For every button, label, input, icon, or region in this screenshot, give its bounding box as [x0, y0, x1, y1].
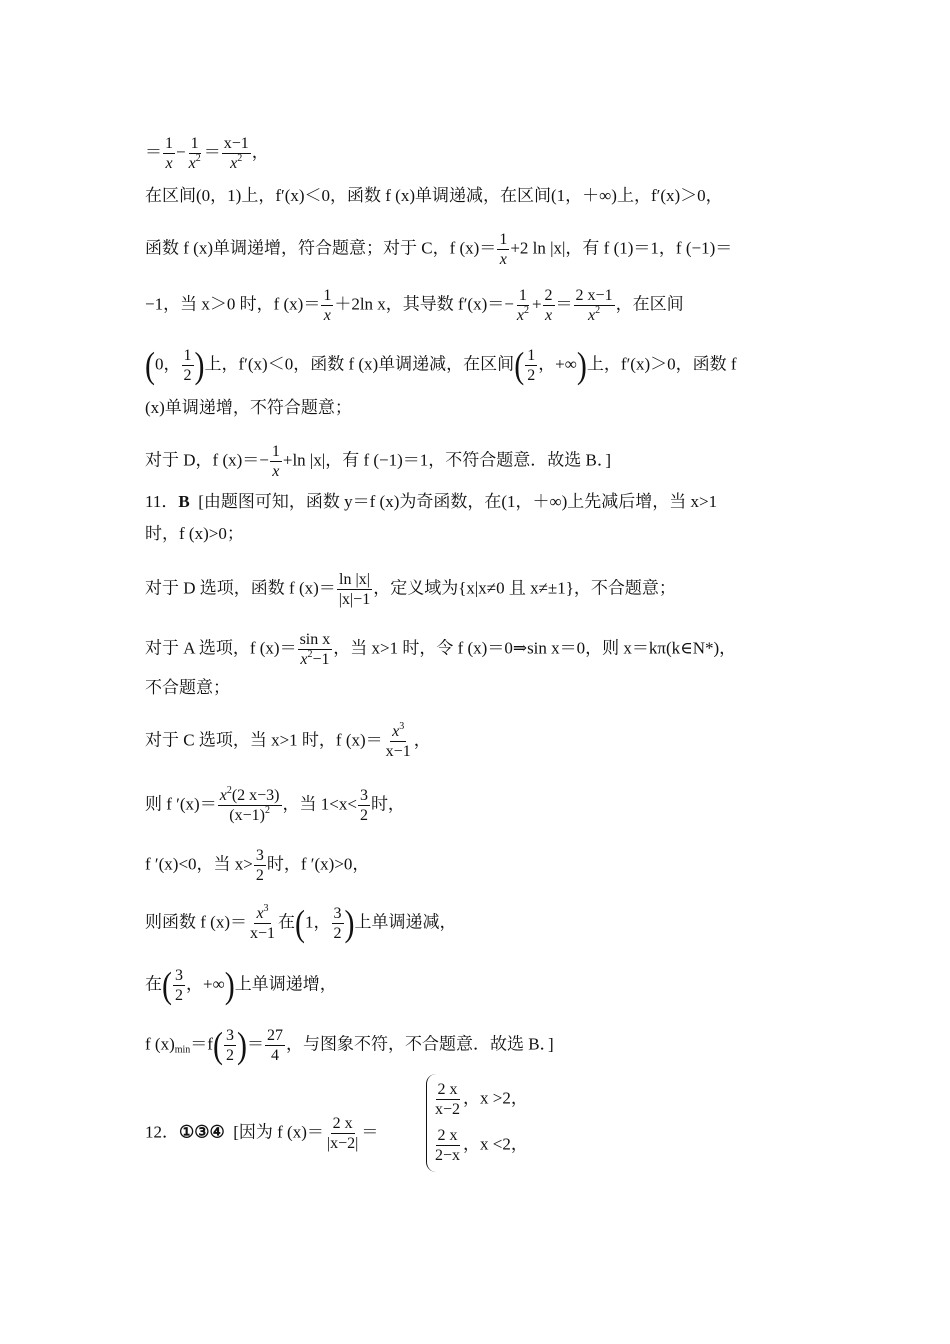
piece-1: $\frac{2 x}{x-2}$ ，x >2， [435, 1081, 528, 1118]
line-04: −1，当 x＞0 时，f (x)＝ $\frac{1}{x}$ ＋2ln x，其导数 f′(x)＝− $\frac{1}{x^2}$ + $\frac{2}{x}$ ＝ $\frac{2 x-1}{x^2}$ ，在区间 [145, 287, 684, 324]
line-01: ＝ $\frac{1}{x}$ − $\frac{1}{x^2}$ ＝ $\frac{x-1}{x^2}$ ， [145, 135, 269, 172]
line-12: 不合题意； [145, 678, 230, 697]
line-17: 在( $\frac{3}{2}$ ，+∞)上单调递增， [145, 964, 337, 1006]
line-03: 函数 f (x)单调递增，符合题意；对于 C，f (x)＝ $\frac{1}{x}$ +2 ln |x|，有 f (1)＝1，f (−1)＝ [145, 231, 733, 268]
line-05: (0， $\frac{1}{2}$ )上，f′(x)＜0，函数 f (x)单调递减，在区间( $\frac{1}{2}$ ，+∞)上，f′(x)＞0，函数 f [145, 344, 737, 386]
line-06: (x)单调递增，不符合题意； [145, 398, 352, 417]
line-14: 则 f ′(x)＝ $\frac{x^2(2 x-3)}{(x-1)^2}$ ，当 1<x< $\frac{3}{2}$ 时， [145, 785, 405, 824]
line-19: 12．①③④ [因为 f (x)＝ $\frac{2 x}{|x-2|}$ ＝ [145, 1115, 379, 1152]
line-16: 则函数 f (x)＝ $\frac{x^3}{x-1}$ 在(1， $\frac{3}{2}$ )上单调递减， [145, 902, 457, 944]
line-18: f $(x)_{min}=f$( $\frac{3}{2}$ )＝ $\frac{27}{4}$ ，与图象不符，不合题意．故选 B．] [145, 1024, 554, 1066]
piece-2: $\frac{2 x}{2-x}$ ，x <2， [435, 1127, 528, 1164]
line-09: 时，f (x)>0； [145, 524, 244, 543]
line-11: 对于 A 选项，f (x)＝ $\frac{\text{sin x}}{x^2-1}$ ，当 x>1 时，令 f (x)＝0⇒sin x＝0，则 x＝kπ(k∈N*)， [145, 631, 737, 668]
line-13: 对于 C 选项，当 x>1 时，f (x)＝ $\frac{x^3}{x-1}$ ， [145, 721, 431, 760]
line-15: f ′(x)<0，当 x> $\frac{3}{2}$ 时，f ′(x)>0， [145, 847, 370, 884]
line-10: 对于 D 选项，函数 f (x)＝ $\frac{\ln |x|}{|x|-1}$ ，定义域为{x|x≠0 且 x≠±1}，不合题意； [145, 571, 676, 608]
line-08: 11．B [由题图可知，函数 y＝f (x)为奇函数，在(1，＋∞)上先减后增，当 x>1 [145, 492, 718, 511]
line-02: 在区间(0，1)上，f′(x)＜0，函数 f (x)单调递减，在区间(1，＋∞)上，f′(x)＞0， [145, 186, 723, 205]
line-07: 对于 D，f (x)＝− $\frac{1}{x}$ +ln |x|，有 f (−1)＝1，不符合题意．故选 B．] [145, 443, 612, 480]
